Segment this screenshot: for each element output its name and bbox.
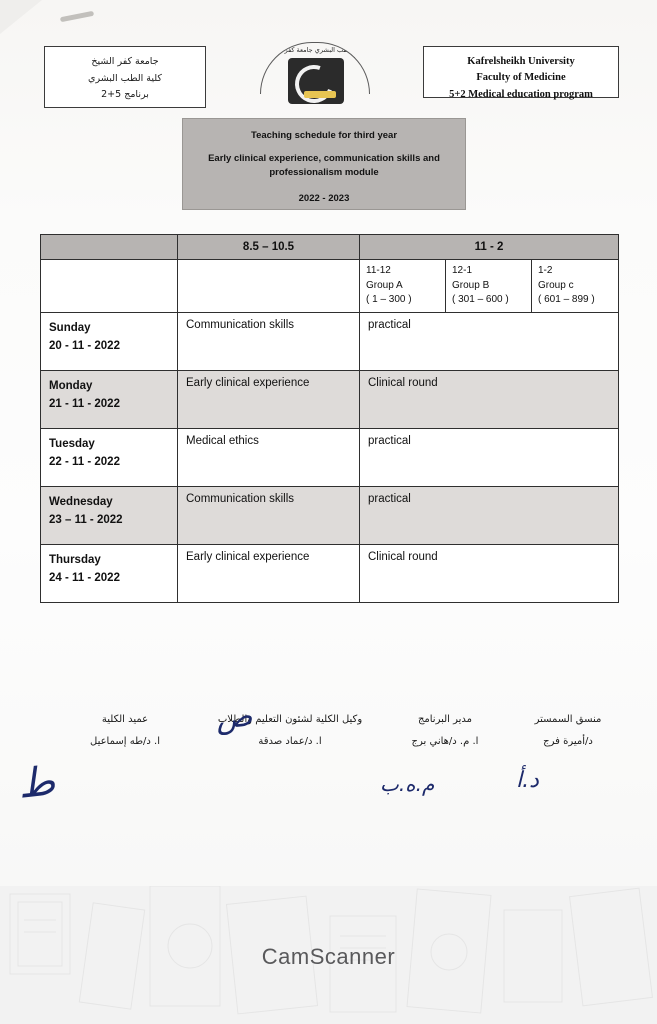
header-english-line-3: 5+2 Medical education program bbox=[449, 88, 593, 100]
table-row bbox=[41, 486, 619, 544]
row-day-date: 24 - 11 - 2022 bbox=[49, 571, 120, 584]
signature-name: ا. د/عماد صدقة bbox=[258, 736, 322, 747]
header-arabic-line-2: كلية الطب البشري bbox=[88, 72, 162, 84]
group-blank-cell-1 bbox=[41, 260, 178, 313]
group-a-range: ( 1 – 300 ) bbox=[366, 294, 412, 305]
row-day-name: Monday bbox=[49, 379, 93, 392]
table-header-row bbox=[41, 235, 619, 260]
signature-name: د/أميرة فرج bbox=[543, 736, 593, 747]
table-row bbox=[41, 544, 619, 602]
table-group-row bbox=[41, 260, 619, 313]
signature-role: منسق السمستر bbox=[534, 714, 602, 725]
group-cell-a bbox=[360, 260, 446, 313]
table-row bbox=[41, 428, 619, 486]
row-morning-activity: Communication skills bbox=[178, 312, 360, 370]
signature-block-semester-coordinator bbox=[508, 714, 628, 747]
row-afternoon-activity: practical bbox=[360, 312, 619, 370]
signature-block-dean bbox=[60, 714, 190, 747]
logo-emblem-icon bbox=[288, 58, 344, 104]
group-b-time: 12-1 bbox=[452, 265, 473, 276]
row-day-name: Wednesday bbox=[49, 495, 113, 508]
row-afternoon-activity: Clinical round bbox=[360, 370, 619, 428]
group-cell-b bbox=[446, 260, 532, 313]
header-english-line-2: Faculty of Medicine bbox=[476, 72, 566, 84]
row-day-cell bbox=[41, 428, 178, 486]
row-day-date: 23 – 11 - 2022 bbox=[49, 513, 123, 526]
signature-role: مدير البرنامج bbox=[417, 714, 473, 725]
header-box-english bbox=[423, 46, 619, 98]
group-b-range: ( 301 – 600 ) bbox=[452, 294, 509, 305]
group-c-label: Group c bbox=[538, 279, 574, 291]
row-day-name: Tuesday bbox=[49, 437, 95, 450]
group-cell-c bbox=[532, 260, 619, 313]
handwritten-signature-mark: د.أ bbox=[516, 768, 539, 793]
group-c-range: ( 601 – 899 ) bbox=[538, 294, 595, 305]
group-a-time: 11-12 bbox=[366, 265, 391, 276]
row-day-date: 22 - 11 - 2022 bbox=[49, 455, 120, 468]
row-day-name: Sunday bbox=[49, 321, 91, 334]
row-afternoon-activity: Clinical round bbox=[360, 544, 619, 602]
group-c-time: 1-2 bbox=[538, 265, 553, 276]
university-logo bbox=[252, 42, 378, 108]
header-arabic-line-3: برنامج 5+2 bbox=[101, 89, 149, 101]
signature-name: ا. م. د/هاني برج bbox=[411, 736, 479, 747]
camscanner-watermark: CamScanner bbox=[261, 944, 396, 969]
handwritten-signature-mark: م.ه.ب bbox=[380, 772, 435, 796]
header-time-slot-1: 8.5 – 10.5 bbox=[178, 235, 360, 260]
signature-block-program-director bbox=[385, 714, 505, 747]
schedule-title-line-2: Early clinical experience, communication skills and professionalism module bbox=[208, 153, 440, 179]
header-english-line-1: Kafrelsheikh University bbox=[467, 56, 575, 67]
logo-arc-text: كلية الطب البشري جامعة كفر الشيخ bbox=[266, 46, 366, 54]
schedule-title-line-1: Teaching schedule for third year bbox=[250, 130, 398, 141]
group-a-label: Group A bbox=[366, 279, 403, 291]
row-afternoon-activity: practical bbox=[360, 428, 619, 486]
row-day-date: 20 - 11 - 2022 bbox=[49, 339, 120, 352]
row-day-cell bbox=[41, 312, 178, 370]
header-box-arabic bbox=[44, 46, 206, 108]
row-morning-activity: Communication skills bbox=[178, 486, 360, 544]
camscanner-footer bbox=[0, 886, 657, 1024]
signature-role: عميد الكلية bbox=[101, 714, 149, 725]
row-day-cell bbox=[41, 486, 178, 544]
signature-role: وكيل الكلية لشئون التعليم والطلاب bbox=[217, 714, 363, 725]
signature-name: ا. د/طه إسماعيل bbox=[90, 736, 160, 747]
schedule-title-line-3: 2022 - 2023 bbox=[298, 192, 350, 204]
handwritten-signature-mark: ص bbox=[214, 698, 254, 737]
row-day-cell bbox=[41, 370, 178, 428]
table-row bbox=[41, 370, 619, 428]
handwritten-signature-mark: ط bbox=[15, 758, 58, 808]
row-morning-activity: Early clinical experience bbox=[178, 370, 360, 428]
row-morning-activity: Early clinical experience bbox=[178, 544, 360, 602]
group-blank-cell-2 bbox=[178, 260, 360, 313]
header-time-slot-2: 11 - 2 bbox=[360, 235, 619, 260]
schedule-title-block bbox=[182, 118, 466, 210]
teaching-schedule-table bbox=[40, 234, 619, 603]
header-arabic-line-1: جامعة كفر الشيخ bbox=[91, 56, 159, 67]
group-b-label: Group B bbox=[452, 279, 490, 291]
header-blank-cell-1 bbox=[41, 235, 178, 260]
row-day-name: Thursday bbox=[49, 553, 101, 566]
row-afternoon-activity: practical bbox=[360, 486, 619, 544]
row-day-cell bbox=[41, 544, 178, 602]
table-row bbox=[41, 312, 619, 370]
row-day-date: 21 - 11 - 2022 bbox=[49, 397, 120, 410]
row-morning-activity: Medical ethics bbox=[178, 428, 360, 486]
